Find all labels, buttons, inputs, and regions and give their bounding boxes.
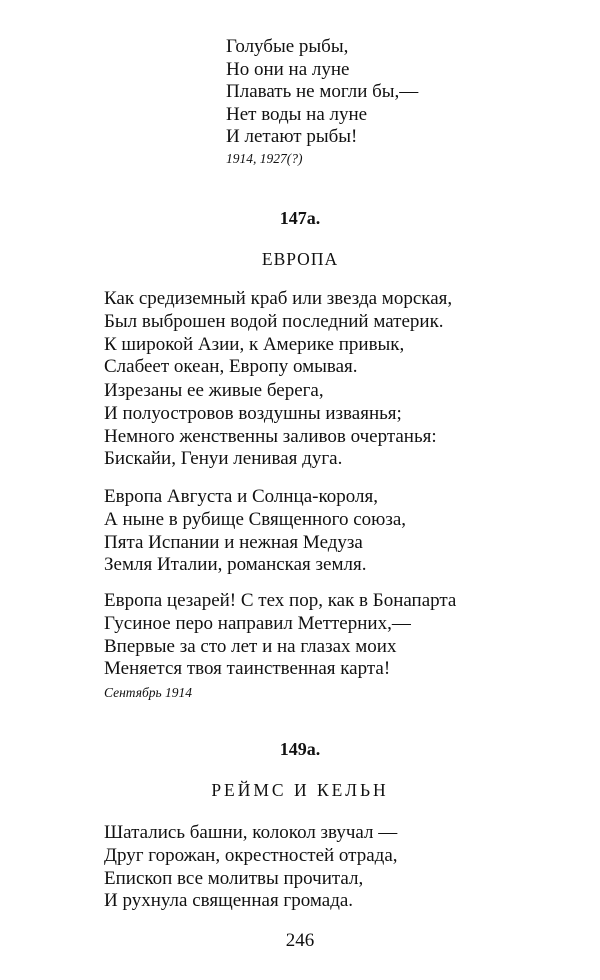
poem-line: Немного женственны заливов очертанья: [104, 425, 437, 447]
poem-line: Бискайи, Генуи ленивая дуга. [104, 448, 343, 470]
poem-stanza [104, 288, 452, 379]
poem-title: ЕВРОПА [261, 249, 339, 269]
poem-line: И рухнула священная громада. [104, 890, 354, 912]
poem-stanza [104, 380, 437, 471]
poem-line: Нет воды на луне [226, 103, 368, 125]
poem-line: И летают рыбы! [226, 126, 358, 147]
fragment-date: 1914, 1927(?) [226, 151, 303, 166]
fragment-stanza [226, 36, 418, 149]
poem-date: Сентябрь 1914 [104, 685, 193, 700]
poem-stanza [104, 486, 406, 577]
poem-line: А ныне в рубище Священного союза, [104, 508, 407, 530]
poem-line: Земля Италии, романская земля. [104, 554, 367, 576]
poem-line: Друг горожан, окрестностей отрада, [104, 844, 398, 866]
poem-line: К широкой Азии, к Америке привык, [104, 333, 405, 355]
poem-line: Но они на луне [226, 58, 350, 80]
poem-line: Слабеет океан, Европу омывая. [104, 356, 358, 378]
poem-line: Был выброшен водой последний материк. [104, 310, 444, 332]
poem-number: 147a. [279, 208, 321, 228]
poem-stanza [104, 590, 456, 681]
poem-line: Впервые за сто лет и на глазах моих [104, 635, 397, 657]
poem-title: РЕЙМС И КЕЛЬН [211, 780, 389, 800]
poem-number: 149a. [279, 739, 321, 759]
poem-line: Голубые рыбы, [226, 36, 349, 57]
page-number: 246 [285, 930, 315, 951]
poem-stanza [104, 822, 398, 913]
poem-line: Изрезаны ее живые берега, [104, 380, 324, 401]
poem-line: Шатались башни, колокол звучал — [104, 822, 398, 843]
poem-line: Епископ все молитвы прочитал, [104, 867, 364, 889]
poem-line: Плавать не могли бы,— [226, 81, 419, 102]
poem-line: Меняется твоя таинственная карта! [104, 658, 391, 680]
poem-line: Пята Испании и нежная Медуза [104, 531, 363, 553]
poem-line: Европа цезарей! С тех пор, как в Бонапарта [104, 590, 457, 611]
poem-line: Гусиное перо направил Меттерних,— [104, 612, 411, 634]
poem-line: И полуостровов воздушны изваянья; [104, 402, 402, 424]
poem-line: Как средиземный краб или звезда морская, [104, 288, 453, 309]
poem-line: Европа Августа и Солнца-короля, [104, 486, 378, 507]
